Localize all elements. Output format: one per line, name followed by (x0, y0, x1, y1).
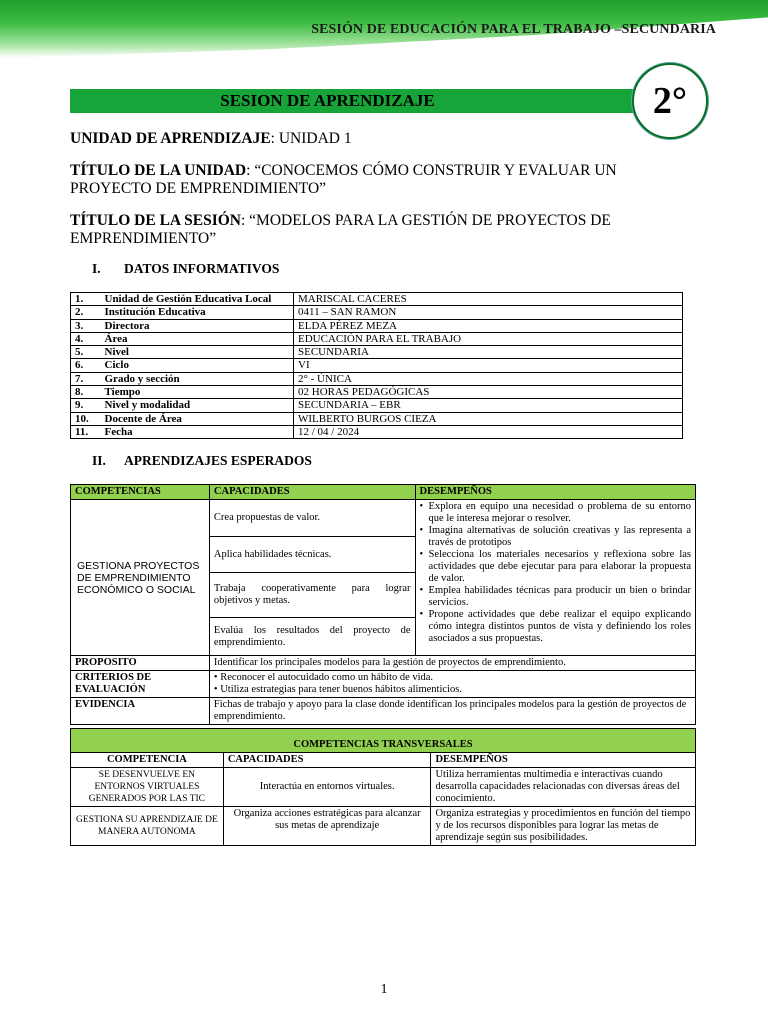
trans-capacidad: Interactúa en entornos virtuales. (223, 768, 431, 807)
table-row (71, 399, 683, 412)
desempenos-list (420, 501, 691, 645)
desempeno-item: • Imagina alternativas de solución creativas y las representa a través de prototipos (420, 525, 691, 549)
desempeno-item: • Propone actividades que debe realizar el equipo explicando cómo integra distintos puntos de vista y definiendo los roles asociados a sus propuestas. (420, 609, 691, 645)
datos-label: Unidad de Gestión Educativa Local (101, 293, 294, 306)
evidencia-text: Fichas de trabajo y apoyo para la clase donde identifican los principales modelos para la gestión de proyectos de emprendimiento. (209, 698, 695, 725)
grade-label: 2° (652, 80, 688, 122)
section2-title: APRENDIZAJES ESPERADOS (124, 453, 312, 468)
unidad-label: UNIDAD DE APRENDIZAJE (70, 130, 271, 147)
titulo-sesion-label: TÍTULO DE LA SESIÓN (70, 212, 241, 229)
unidad-line (70, 130, 700, 148)
table-row (71, 412, 683, 425)
datos-value: 12 / 04 / 2024 (294, 425, 683, 438)
datos-value: SECUNDARIA (294, 346, 683, 359)
datos-informativos-table (70, 292, 683, 439)
datos-value: 2° - ÚNICA (294, 372, 683, 385)
titulo-sesion-value: : “MODELOS PARA LA GESTIÓN DE PROYECTOS DE EMPRENDIMIENTO” (70, 212, 611, 247)
datos-label: Docente de Área (101, 412, 294, 425)
datos-label: Institución Educativa (101, 306, 294, 319)
capacidad-1: Crea propuestas de valor. (209, 500, 415, 537)
datos-number: 3. (71, 319, 101, 332)
datos-label: Ciclo (101, 359, 294, 372)
aprendizajes-table (70, 484, 696, 725)
datos-number: 6. (71, 359, 101, 372)
trans-capacidad: Organiza acciones estratégicas para alcanzar sus metas de aprendizaje (223, 807, 431, 846)
datos-value: MARISCAL CACERES (294, 293, 683, 306)
trans-desempeno: Organiza estrategias y procedimientos en función del tiempo y de los recursos disponibles para lograr las metas de aprendizaje según sus posibilidades. (431, 807, 696, 846)
table-row (71, 306, 683, 319)
datos-value: EDUCACIÓN PARA EL TRABAJO (294, 332, 683, 345)
titulo-unidad-label: TÍTULO DE LA UNIDAD (70, 162, 247, 179)
desempeno-item: • Explora en equipo una necesidad o problema de su entorno que le interesa mejorar o resolver. (420, 501, 691, 525)
capacidad-4: Evalúa los resultados del proyecto de emprendimiento. (209, 618, 415, 656)
table-row (71, 359, 683, 372)
datos-value: 0411 – SAN RAMON (294, 306, 683, 319)
header-desempenos: DESEMPEÑOS (415, 485, 695, 500)
desempeno-item: • Selecciona los materiales necesarios y reflexiona sobre las actividades que debe ejecutar para para elaborar la propuesta de valor. (420, 549, 691, 585)
header-competencias: COMPETENCIAS (71, 485, 210, 500)
datos-value: VI (294, 359, 683, 372)
datos-number: 8. (71, 386, 101, 399)
datos-number: 10. (71, 412, 101, 425)
competencia-cell: GESTIONA PROYECTOS DE EMPRENDIMIENTO ECONÓMICO O SOCIAL (71, 500, 210, 656)
table-row (71, 372, 683, 385)
transversales-table (70, 728, 696, 846)
trans-header-competencia: COMPETENCIA (71, 753, 224, 768)
section2-number: II. (92, 453, 106, 468)
table-row (71, 807, 696, 846)
banner-title: SESION DE APRENDIZAJE (220, 91, 435, 110)
titulo-sesion-line (70, 212, 700, 248)
datos-label: Tiempo (101, 386, 294, 399)
trans-header-capacidades: CAPACIDADES (223, 753, 431, 768)
header-title: SESIÓN DE EDUCACIÓN PARA EL TRABAJO –SECUNDARIA (311, 22, 716, 37)
table-row (71, 386, 683, 399)
datos-label: Fecha (101, 425, 294, 438)
titulo-unidad-value: : “CONOCEMOS CÓMO CONSTRUIR Y EVALUAR UN PROYECTO DE EMPRENDIMIENTO” (70, 162, 617, 197)
table-row (71, 293, 683, 306)
table-row (71, 319, 683, 332)
trans-desempeno: Utiliza herramientas multimedia e interactivas cuando desarrolla capacidades relacionadas con diversas áreas del conocimiento. (431, 768, 696, 807)
datos-number: 7. (71, 372, 101, 385)
transversales-header-row (71, 753, 696, 768)
datos-number: 5. (71, 346, 101, 359)
datos-label: Área (101, 332, 294, 345)
datos-value: SECUNDARIA – EBR (294, 399, 683, 412)
datos-label: Nivel y modalidad (101, 399, 294, 412)
transversales-title: COMPETENCIAS TRANSVERSALES (71, 729, 696, 753)
trans-competencia: SE DESENVUELVE EN ENTORNOS VIRTUALES GENERADOS POR LAS TIC (71, 768, 224, 807)
capacidad-2: Aplica habilidades técnicas. (209, 537, 415, 573)
datos-number: 1. (71, 293, 101, 306)
trans-competencia: GESTIONA SU APRENDIZAJE DE MANERA AUTONOMA (71, 807, 224, 846)
table-row (71, 346, 683, 359)
criterios-cell (209, 671, 695, 698)
datos-number: 9. (71, 399, 101, 412)
section1-number: I. (92, 261, 101, 276)
datos-number: 11. (71, 425, 101, 438)
aprendizajes-header-row (71, 485, 696, 500)
datos-value: ELDA PÉREZ MEZA (294, 319, 683, 332)
table-row (71, 768, 696, 807)
criterio-item: • Utiliza estrategias para tener buenos hábitos alimenticios. (213, 684, 462, 695)
desempeno-item: • Emplea habilidades técnicas para producir un bien o brindar servicios. (420, 585, 691, 609)
table-row (71, 425, 683, 438)
table-row (71, 332, 683, 345)
datos-label: Nivel (101, 346, 294, 359)
titulo-unidad-line (70, 162, 700, 198)
evidencia-label: EVIDENCIA (71, 698, 210, 725)
unidad-value: : UNIDAD 1 (270, 130, 352, 147)
proposito-text: Identificar los principales modelos para la gestión de proyectos de emprendimiento. (209, 656, 695, 671)
header-capacidades: CAPACIDADES (209, 485, 415, 500)
datos-value: WILBERTO BURGOS CIEZA (294, 412, 683, 425)
desempenos-cell (415, 500, 695, 656)
criterio-item: • Reconocer el autocuidado como un hábito de vida. (213, 672, 434, 683)
section1-title: DATOS INFORMATIVOS (124, 261, 280, 276)
trans-header-desempenos: DESEMPEÑOS (431, 753, 696, 768)
datos-number: 4. (71, 332, 101, 345)
criterios-label: CRITERIOS DE EVALUACIÓN (71, 671, 210, 698)
datos-label: Grado y sección (101, 372, 294, 385)
page-number: 1 (380, 982, 388, 997)
datos-label: Directora (101, 319, 294, 332)
proposito-label: PROPOSITO (71, 656, 210, 671)
datos-number: 2. (71, 306, 101, 319)
capacidad-3: Trabaja cooperativamente para lograr objetivos y metas. (209, 573, 415, 618)
datos-value: 02 HORAS PEDAGÓGICAS (294, 386, 683, 399)
